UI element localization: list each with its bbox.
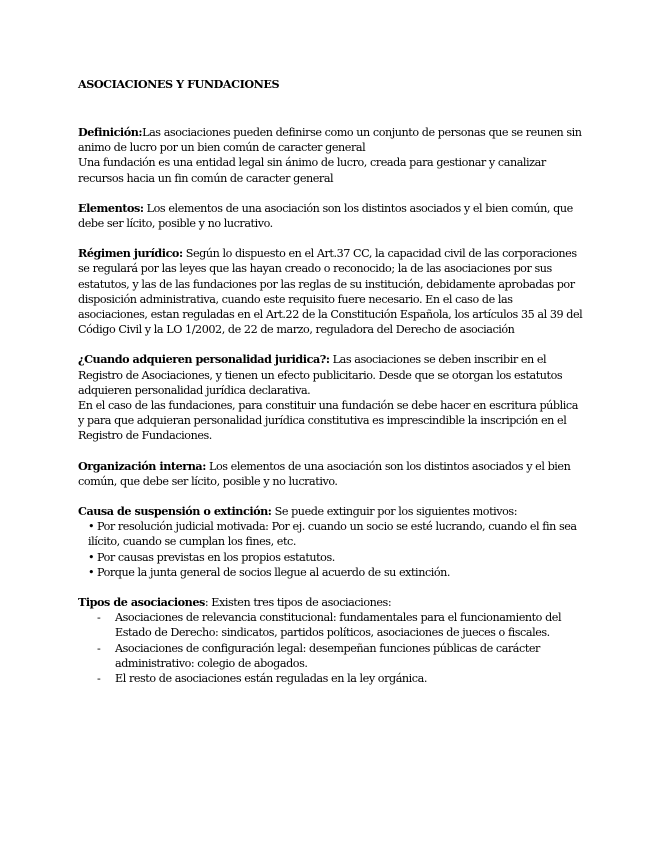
definicion-paragraph	[78, 125, 583, 155]
organizacion-paragraph	[78, 459, 583, 489]
list-item	[78, 550, 583, 565]
section-personalidad-juridica	[78, 352, 583, 443]
causa-bullet-list	[78, 519, 583, 580]
organizacion-label: Organización interna:	[78, 458, 206, 473]
bullet-icon: •	[88, 520, 95, 534]
list-item	[78, 671, 583, 686]
tipos-paragraph	[78, 595, 583, 610]
list-item-text: Asociaciones de relevancia constitucional: fundamentales para el funcionamiento del Estado de Derecho: sindicatos, partidos políticos, asociaciones de jueces o fiscales.	[115, 611, 562, 640]
causa-text: Se puede extinguir por los siguientes motivos:	[271, 505, 518, 519]
regimen-text: Según lo dispuesto en el Art.37 CC, la capacidad civil de las corporaciones se regulará por las leyes que las hayan creado o reconocido; la de las asociaciones por sus estatutos, y las de las fundaciones por las reglas de su institución, debidamente aprobadas por disposición administrativa, cuando este requisito fuere necesario. En el caso de las asociaciones, estan reguladas en el Art.22 de la Constitución Española, los artículos 35 al 39 del Código Civil y la LO 1/2002, de 22 de marzo, reguladora del Derecho de asociación	[78, 247, 583, 337]
bullet-icon: •	[88, 565, 95, 579]
personalidad-paragraph	[78, 352, 583, 398]
list-item-text: Por resolución judicial motivada: Por ej. cuando un socio se esté lucrando, cuando el fin sea ilícito, cuando se cumplan los fines, etc.	[88, 520, 577, 549]
causa-label: Causa de suspensión o extinción:	[78, 504, 272, 519]
list-item-text: Por causas previstas en los propios estatutos.	[97, 550, 335, 564]
causa-paragraph	[78, 504, 583, 519]
elementos-label: Elementos:	[78, 200, 144, 215]
definicion-text-asociaciones: Las asociaciones pueden definirse como un conjunto de personas que se reunen sin animo de lucro por un bien común de caracter general	[78, 126, 582, 155]
section-regimen-juridico	[78, 246, 583, 337]
definicion-text-fundaciones: Una fundación es una entidad legal sin ánimo de lucro, creada para gestionar y canalizar recursos hacia un fin común de caracter general	[78, 156, 546, 185]
section-causa-extincion	[78, 504, 583, 580]
list-item	[78, 641, 583, 671]
section-organizacion-interna	[78, 459, 583, 489]
personalidad-label: ¿Cuando adquieren personalidad juridica?:	[78, 352, 330, 367]
personalidad-text-fundaciones: En el caso de las fundaciones, para constituir una fundación se debe hacer en escritura pública y para que adquieran personalidad jurídica constitutiva es imprescindible la inscripción en el Registro de Fundaciones.	[78, 399, 578, 443]
regimen-label: Régimen jurídico:	[78, 246, 183, 261]
tipos-text: : Existen tres tipos de asociaciones:	[204, 596, 392, 610]
section-elementos	[78, 201, 583, 231]
personalidad-text-asociaciones: Las asociaciones se deben inscribir en el Registro de Asociaciones, y tienen un efecto publicitario. Desde que se otorgan los estatutos adquieren personalidad jurídica declarativa.	[78, 353, 563, 397]
document-title: ASOCIACIONES Y FUNDACIONES	[78, 77, 280, 91]
dash-icon: -	[97, 641, 101, 655]
list-item	[78, 519, 583, 549]
bullet-icon: •	[88, 550, 95, 564]
section-definicion	[78, 125, 583, 186]
document-body	[78, 77, 583, 701]
organizacion-text: Los elementos de una asociación son los distintos asociados y el bien común, que debe ser lícito, posible y no lucrativo.	[78, 459, 571, 488]
elementos-text: Los elementos de una asociación son los distintos asociados y el bien común, que debe ser lícito, posible y no lucrativo.	[78, 201, 573, 231]
list-item-text: Asociaciones de configuración legal: desempeñan funciones públicas de carácter administrativo: colegio de abogados.	[115, 641, 540, 670]
list-item-text: El resto de asociaciones están reguladas en la ley orgánica.	[115, 672, 427, 686]
definicion-label: Definición:	[78, 125, 143, 139]
section-tipos-asociaciones	[78, 595, 583, 686]
tipos-dash-list	[78, 610, 583, 686]
list-item-text: Porque la junta general de socios llegue al acuerdo de su extinción.	[97, 565, 451, 579]
elementos-paragraph	[78, 201, 583, 231]
tipos-label: Tipos de asociaciones	[78, 595, 205, 610]
list-item	[78, 610, 583, 640]
dash-icon: -	[97, 611, 101, 625]
regimen-paragraph	[78, 246, 583, 337]
dash-icon: -	[97, 672, 101, 686]
list-item	[78, 565, 583, 580]
